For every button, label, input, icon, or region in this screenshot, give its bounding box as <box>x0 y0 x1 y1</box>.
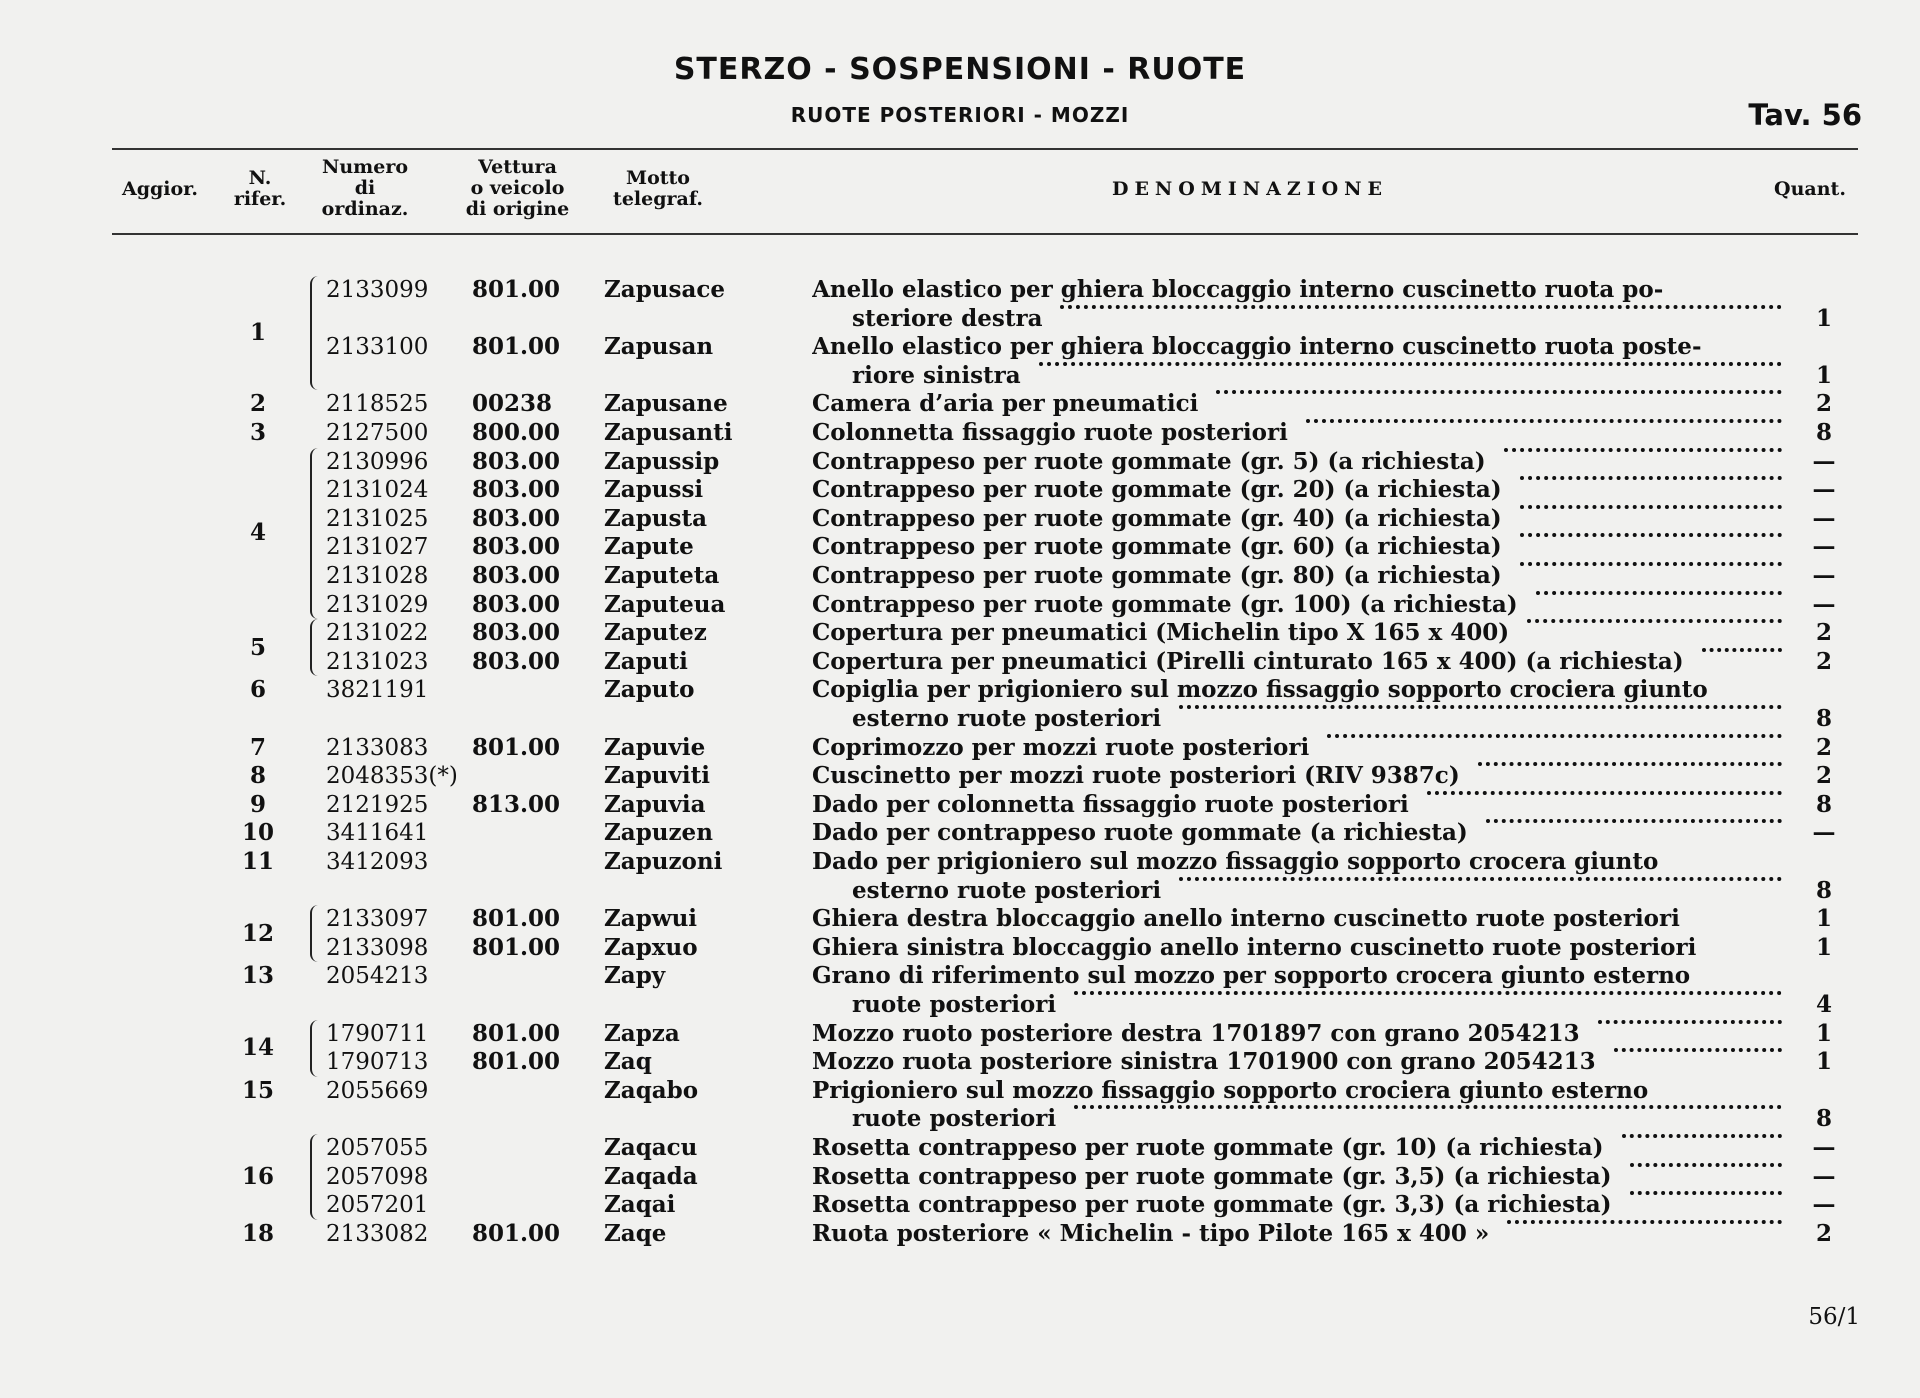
description: riore sinistra <box>852 361 1021 389</box>
vehicle-origin: 801.00 <box>472 1019 561 1047</box>
quantity: 1 <box>1815 361 1832 389</box>
group-brace <box>310 276 318 390</box>
order-number: 2048353(*) <box>326 763 458 790</box>
dot-leader <box>1327 734 1782 738</box>
ref-number: 3 <box>249 419 266 446</box>
quantity: 2 <box>1815 762 1832 790</box>
order-number: 2133098 <box>326 934 429 961</box>
table-row <box>0 1134 1920 1162</box>
quantity: — <box>1812 476 1836 504</box>
telegraph-code: Zapuvia <box>604 790 706 818</box>
header-aggior: Aggior. <box>121 178 199 200</box>
description: Copiglia per prigioniero sul mozzo fissaggio sopporto crociera giunto <box>812 676 1708 704</box>
quantity: — <box>1812 819 1836 847</box>
description: Cuscinetto per mozzi ruote posteriori (RIV 9387c) <box>812 762 1460 790</box>
dot-leader <box>1216 390 1782 394</box>
order-number: 2133082 <box>326 1220 429 1247</box>
table-row <box>0 619 1920 647</box>
description: Contrappeso per ruote gommate (gr. 100) (a richiesta) <box>812 590 1518 618</box>
ref-number: 8 <box>249 762 266 790</box>
header-bottom-rule <box>112 233 1858 235</box>
quantity: — <box>1812 504 1836 532</box>
table-row <box>0 390 1920 418</box>
telegraph-code: Zaqai <box>604 1191 676 1219</box>
ref-number: 13 <box>241 962 274 990</box>
table-row <box>0 476 1920 504</box>
dot-leader <box>1536 591 1782 595</box>
order-number: 1790711 <box>326 1020 429 1047</box>
quantity: 8 <box>1815 876 1832 904</box>
table-row <box>0 991 1920 1019</box>
vehicle-origin: 801.00 <box>472 733 561 761</box>
vehicle-origin: 801.00 <box>472 1048 561 1076</box>
telegraph-code: Zaputeua <box>604 590 726 618</box>
table-row <box>0 305 1920 333</box>
telegraph-code: Zapwui <box>604 905 698 933</box>
header-quant: Quant. <box>1774 178 1846 200</box>
quantity: 2 <box>1815 647 1832 675</box>
dot-leader <box>1622 1134 1782 1138</box>
table-row <box>0 419 1920 447</box>
description: Ruota posteriore « Michelin - tipo Pilote 165 x 400 » <box>812 1219 1490 1247</box>
dot-leader <box>1427 791 1782 795</box>
vehicle-origin: 803.00 <box>472 619 561 647</box>
quantity: 2 <box>1815 390 1832 418</box>
order-number: 2131024 <box>326 477 429 504</box>
ref-number: 14 <box>241 1033 274 1061</box>
vehicle-origin: 800.00 <box>472 419 561 446</box>
order-number: 1790713 <box>326 1049 429 1076</box>
vehicle-origin: 803.00 <box>472 533 561 561</box>
order-number: 2127500 <box>326 420 429 446</box>
description: Anello elastico per ghiera bloccaggio interno cuscinetto ruota po- <box>812 276 1664 303</box>
order-number: 2054213 <box>326 963 429 990</box>
dot-leader <box>1478 762 1782 766</box>
group-brace <box>310 448 318 620</box>
vehicle-origin: 803.00 <box>472 476 561 504</box>
dot-leader <box>1504 448 1782 452</box>
order-number: 2131029 <box>326 591 429 618</box>
dot-leader <box>1630 1191 1782 1195</box>
vehicle-origin: 801.00 <box>472 333 561 361</box>
ref-number: 7 <box>249 733 266 761</box>
vehicle-origin: 803.00 <box>472 562 561 589</box>
vehicle-origin: 801.00 <box>472 276 561 303</box>
dot-leader <box>1179 877 1782 881</box>
quantity: 1 <box>1815 905 1832 933</box>
order-number: 2133083 <box>326 734 429 761</box>
header-denominazione: DENOMINAZIONE <box>1111 178 1389 200</box>
ref-number: 12 <box>241 919 274 947</box>
description: Dado per contrappeso ruote gommate (a richiesta) <box>812 819 1468 847</box>
table-row <box>0 333 1920 361</box>
quantity: 1 <box>1815 1048 1832 1076</box>
description: ruote posteriori <box>852 991 1057 1018</box>
order-number: 2133099 <box>326 277 429 303</box>
header-top-rule <box>112 148 1858 150</box>
telegraph-code: Zaqacu <box>604 1134 698 1161</box>
dot-leader <box>1527 619 1782 623</box>
dot-leader <box>1039 362 1782 366</box>
table-row <box>0 1191 1920 1219</box>
telegraph-code: Zapussip <box>604 447 720 475</box>
table-row <box>0 705 1920 733</box>
group-brace <box>310 905 318 962</box>
description: Grano di riferimento sul mozzo per sopporto crocera giunto esterno <box>812 962 1691 990</box>
quantity: 8 <box>1815 790 1832 818</box>
order-number: 2131027 <box>326 534 429 561</box>
telegraph-code: Zapy <box>604 962 666 990</box>
quantity: — <box>1812 1191 1836 1219</box>
quantity: 8 <box>1815 1105 1832 1133</box>
description: Contrappeso per ruote gommate (gr. 20) (a richiesta) <box>812 476 1502 504</box>
telegraph-code: Zaqabo <box>604 1076 699 1104</box>
table-row <box>0 505 1920 533</box>
quantity: 2 <box>1815 619 1832 647</box>
order-number: 2121925 <box>326 791 429 818</box>
description: Dado per prigioniero sul mozzo fissaggio sopporto crocera giunto <box>812 848 1659 875</box>
table-row <box>0 734 1920 762</box>
order-number: 2057055 <box>326 1135 429 1161</box>
vehicle-origin: 801.00 <box>472 1219 561 1247</box>
quantity: — <box>1812 447 1836 475</box>
telegraph-code: Zaq <box>604 1048 652 1076</box>
description: steriore destra <box>852 304 1043 332</box>
telegraph-code: Zapusta <box>604 504 707 532</box>
ref-number: 10 <box>241 819 274 847</box>
description: Prigioniero sul mozzo fissaggio sopporto crociera giunto esterno <box>812 1076 1649 1104</box>
quantity: 1 <box>1815 933 1832 961</box>
table-row <box>0 533 1920 561</box>
vehicle-origin: 803.00 <box>472 590 561 618</box>
vehicle-origin: 803.00 <box>472 504 561 532</box>
order-number: 2133097 <box>326 906 429 933</box>
description: Copertura per pneumatici (Michelin tipo X 165 x 400) <box>812 619 1510 647</box>
quantity: — <box>1812 1162 1836 1190</box>
description: Contrappeso per ruote gommate (gr. 5) (a richiesta) <box>812 447 1486 475</box>
description: Ghiera sinistra bloccaggio anello interno cuscinetto ruote posteriori <box>812 933 1697 961</box>
dot-leader <box>1520 533 1782 537</box>
description: ruote posteriori <box>852 1105 1057 1133</box>
description: Contrappeso per ruote gommate (gr. 40) (a richiesta) <box>812 504 1502 532</box>
order-number: 2133100 <box>326 334 429 361</box>
header-numero: Numero di ordinaz. <box>321 156 409 220</box>
description: Rosetta contrappeso per ruote gommate (gr. 3,5) (a richiesta) <box>812 1162 1612 1190</box>
telegraph-code: Zapusanti <box>604 419 733 446</box>
order-number: 3821191 <box>326 677 429 704</box>
table-row <box>0 1020 1920 1048</box>
table-row <box>0 648 1920 676</box>
table-row <box>0 962 1920 990</box>
telegraph-code: Zapusace <box>604 276 725 303</box>
vehicle-origin: 803.00 <box>472 447 561 475</box>
telegraph-code: Zapuzoni <box>604 848 723 875</box>
description: Contrappeso per ruote gommate (gr. 60) (a richiesta) <box>812 533 1502 561</box>
quantity: 4 <box>1815 991 1832 1018</box>
description: Camera d’aria per pneumatici <box>812 390 1199 418</box>
description: Dado per colonnetta fissaggio ruote posteriori <box>812 790 1409 818</box>
quantity: — <box>1812 562 1836 589</box>
group-brace <box>310 619 318 676</box>
vehicle-origin: 00238 <box>472 390 553 418</box>
vehicle-origin: 801.00 <box>472 905 561 933</box>
ref-number: 11 <box>241 848 274 875</box>
description: Copertura per pneumatici (Pirelli cinturato 165 x 400) (a richiesta) <box>812 647 1684 675</box>
page-subtitle: RUOTE POSTERIORI - MOZZI <box>790 103 1130 127</box>
order-number: 2131023 <box>326 648 429 675</box>
table-row <box>0 1077 1920 1105</box>
telegraph-code: Zaqada <box>604 1162 698 1190</box>
description: Coprimozzo per mozzi ruote posteriori <box>812 733 1310 761</box>
telegraph-code: Zapuviti <box>604 762 710 790</box>
table-row <box>0 362 1920 390</box>
order-number: 2118525 <box>326 391 429 418</box>
table-row <box>0 1220 1920 1248</box>
description: Rosetta contrappeso per ruote gommate (gr. 10) (a richiesta) <box>812 1134 1604 1161</box>
group-brace <box>310 1020 318 1077</box>
dot-leader <box>1598 1020 1782 1024</box>
ref-number: 6 <box>249 676 266 704</box>
order-number: 2057098 <box>326 1163 429 1190</box>
order-number: 2057201 <box>326 1192 429 1219</box>
dot-leader <box>1486 819 1782 823</box>
order-number: 2131028 <box>326 563 429 589</box>
description: Rosetta contrappeso per ruote gommate (gr. 3,3) (a richiesta) <box>812 1191 1612 1219</box>
telegraph-code: Zaqe <box>604 1219 667 1247</box>
table-row <box>0 905 1920 933</box>
vehicle-origin: 803.00 <box>472 647 561 675</box>
dot-leader <box>1630 1163 1782 1167</box>
ref-number: 4 <box>249 519 266 547</box>
quantity: 8 <box>1815 705 1832 732</box>
header-motto: Motto telegraf. <box>613 167 703 210</box>
telegraph-code: Zaputez <box>604 619 707 647</box>
telegraph-code: Zapxuo <box>604 933 698 961</box>
order-number: 3412093 <box>326 849 429 875</box>
table-row <box>0 762 1920 790</box>
table-row <box>0 1048 1920 1076</box>
description: Contrappeso per ruote gommate (gr. 80) (a richiesta) <box>812 562 1502 589</box>
table-row <box>0 676 1920 704</box>
table-row <box>0 562 1920 590</box>
ref-number: 15 <box>241 1076 274 1104</box>
dot-leader <box>1060 305 1782 309</box>
table-row <box>0 934 1920 962</box>
page-number: 56/1 <box>1808 1304 1860 1330</box>
ref-number: 16 <box>241 1162 274 1190</box>
dot-leader <box>1507 1220 1782 1224</box>
dot-leader <box>1520 562 1782 566</box>
description: Ghiera destra bloccaggio anello interno cuscinetto ruote posteriori <box>812 905 1680 933</box>
quantity: — <box>1812 533 1836 561</box>
ref-number: 2 <box>249 390 266 418</box>
order-number: 2131025 <box>326 505 429 532</box>
telegraph-code: Zapussi <box>604 476 704 504</box>
description: esterno ruote posteriori <box>852 876 1162 904</box>
telegraph-code: Zapute <box>604 533 694 561</box>
header-rifer: N. rifer. <box>233 167 287 210</box>
description: Colonnetta fissaggio ruote posteriori <box>812 419 1288 446</box>
page-title: STERZO - SOSPENSIONI - RUOTE <box>673 52 1247 87</box>
telegraph-code: Zaputeta <box>604 562 720 589</box>
quantity: 2 <box>1815 733 1832 761</box>
quantity: 2 <box>1815 1219 1832 1247</box>
table-row <box>0 819 1920 847</box>
ref-number: 18 <box>241 1219 274 1247</box>
table-row <box>0 1163 1920 1191</box>
dot-leader <box>1074 1105 1782 1109</box>
table-row <box>0 591 1920 619</box>
telegraph-code: Zaputi <box>604 647 688 675</box>
vehicle-origin: 801.00 <box>472 933 561 961</box>
ref-number: 5 <box>249 633 266 661</box>
table-row <box>0 276 1920 304</box>
dot-leader <box>1520 505 1782 509</box>
ref-number: 1 <box>249 318 266 346</box>
quantity: 1 <box>1815 304 1832 332</box>
description: Mozzo ruoto posteriore destra 1701897 con grano 2054213 <box>812 1019 1580 1047</box>
dot-leader <box>1614 1048 1782 1052</box>
tav-label: Tav. 56 <box>1748 98 1862 132</box>
description: Mozzo ruota posteriore sinistra 1701900 con grano 2054213 <box>812 1048 1596 1076</box>
table-row <box>0 1105 1920 1133</box>
telegraph-code: Zapusane <box>604 390 728 418</box>
dot-leader <box>1179 705 1782 709</box>
dot-leader <box>1306 419 1782 423</box>
table-row <box>0 791 1920 819</box>
vehicle-origin: 813.00 <box>472 790 561 818</box>
telegraph-code: Zaputo <box>604 676 695 704</box>
dot-leader <box>1074 991 1782 995</box>
header-vettura: Vettura o veicolo di origine <box>465 156 570 220</box>
group-brace <box>310 1134 318 1220</box>
table-row <box>0 848 1920 876</box>
description: esterno ruote posteriori <box>852 705 1162 732</box>
description: Anello elastico per ghiera bloccaggio interno cuscinetto ruota poste- <box>812 333 1702 361</box>
quantity: 8 <box>1815 419 1832 446</box>
telegraph-code: Zapuvie <box>604 733 706 761</box>
telegraph-code: Zapuzen <box>604 819 713 847</box>
quantity: 1 <box>1815 1019 1832 1047</box>
order-number: 2055669 <box>326 1077 429 1104</box>
dot-leader <box>1702 648 1782 652</box>
order-number: 2130996 <box>326 448 429 475</box>
dot-leader <box>1520 476 1782 480</box>
table-row <box>0 877 1920 905</box>
table-row <box>0 448 1920 476</box>
telegraph-code: Zapza <box>604 1019 680 1047</box>
telegraph-code: Zapusan <box>604 333 714 361</box>
order-number: 3411641 <box>326 820 429 847</box>
quantity: — <box>1812 1134 1836 1161</box>
order-number: 2131022 <box>326 620 429 647</box>
quantity: — <box>1812 590 1836 618</box>
ref-number: 9 <box>249 790 266 818</box>
